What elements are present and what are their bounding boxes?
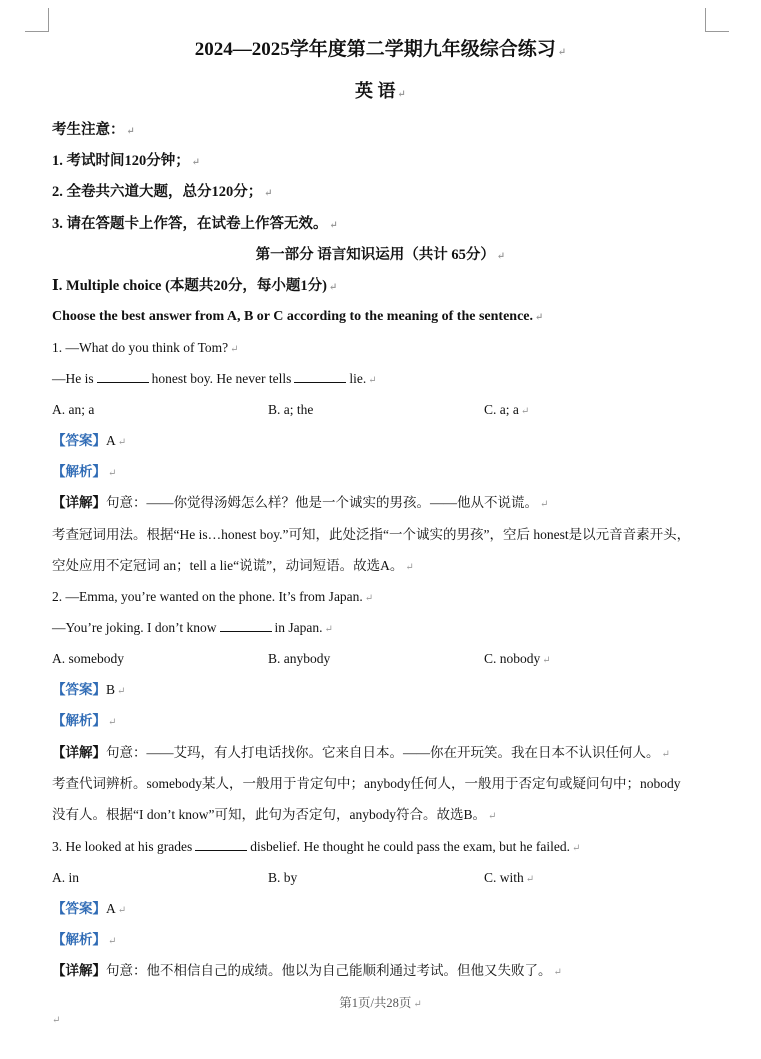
question-1-detail-line: 考查冠词用法。根据“He is…honest boy.”可知，此处泛指“一个诚实的男孩”，空后 honest是以元音音素开头， <box>52 527 691 542</box>
paragraph-mark: ↵ <box>52 1015 61 1026</box>
answer-blank <box>220 619 272 632</box>
crop-mark-top-left <box>48 8 49 32</box>
section-heading: Ⅰ. Multiple choice (本题共20分，每小题1分) ↵ <box>52 278 338 294</box>
answer-blank <box>97 370 149 383</box>
notice-heading: 考生注意： ↵ <box>52 122 135 138</box>
question-2-answer: 【答案】B ↵ <box>52 682 126 697</box>
question-1-detail-line: 空处应用不定冠词 an；tell a lie“说谎”，动词短语。故选A。 ↵ <box>52 558 414 573</box>
question-3-option-b: B. by <box>268 870 298 885</box>
question-2-option-c: C. nobody ↵ <box>484 651 551 666</box>
notice-item: 3. 请在答题卡上作答，在试卷上作答无效。 ↵ <box>52 216 338 232</box>
question-1-option-a: A. an; a <box>52 402 95 417</box>
question-3-analysis: 【解析】 ↵ <box>52 932 117 947</box>
question-1-option-c: C. a; a ↵ <box>484 402 530 417</box>
question-1-option-b: B. a; the <box>268 402 314 417</box>
question-3-line-1: 3. He looked at his grades disbelief. He thought he could pass the exam, but he failed. ↵ <box>52 839 581 854</box>
question-3-option-a: A. in <box>52 870 79 885</box>
question-1-detail: 【详解】句意：——你觉得汤姆怎么样？他是一个诚实的男孩。——他从不说谎。 ↵ <box>52 495 549 510</box>
crop-mark-top-right-h <box>705 31 729 32</box>
notice-item: 1. 考试时间120分钟； ↵ <box>52 153 201 169</box>
answer-blank <box>195 838 247 851</box>
crop-mark-top-left-h <box>25 31 49 32</box>
question-3-detail: 【详解】句意：他不相信自己的成绩。他以为自己能顺利通过考试。但他又失败了。 ↵ <box>52 963 562 978</box>
question-2-detail-line: 没有人。根据“I don’t know”可知，此句为否定句，anybody符合。故选B。 ↵ <box>52 807 497 822</box>
question-2-line-1: 2. —Emma, you’re wanted on the phone. It’s from Japan. ↵ <box>52 589 374 604</box>
question-3-answer: 【答案】A ↵ <box>52 901 127 916</box>
crop-mark-top-right <box>705 8 706 32</box>
question-2-option-b: B. anybody <box>268 651 331 666</box>
question-2-analysis: 【解析】 ↵ <box>52 713 117 728</box>
question-2-option-a: A. somebody <box>52 651 124 666</box>
question-1-line-1: 1. —What do you think of Tom? ↵ <box>52 340 239 355</box>
question-3-option-c: C. with ↵ <box>484 870 535 885</box>
subject-title: 英 语 ↵ <box>355 81 406 101</box>
notice-item: 2. 全卷共六道大题，总分120分； ↵ <box>52 184 273 200</box>
answer-blank <box>294 370 346 383</box>
document-title: 2024—2025学年度第二学期九年级综合练习 ↵ <box>194 39 567 60</box>
question-1-line-2: —He is honest boy. He never tells lie. ↵ <box>52 371 377 386</box>
part-heading: 第一部分 语言知识运用（共计 65分） ↵ <box>255 247 506 263</box>
question-2-detail: 【详解】句意：——艾玛，有人打电话找你。它来自日本。——你在开玩笑。我在日本不认识任何人。 ↵ <box>52 745 670 760</box>
section-instruction: Choose the best answer from A, B or C according to the meaning of the sentence. ↵ <box>52 309 544 324</box>
page-number: 第1页/共28页 ↵ <box>339 996 422 1010</box>
question-1-answer: 【答案】A ↵ <box>52 433 127 448</box>
question-2-line-2: —You’re joking. I don’t know in Japan. ↵ <box>52 620 333 635</box>
question-2-detail-line: 考查代词辨析。somebody某人，一般用于肯定句中；anybody任何人，一般用于否定句或疑问句中；nobody <box>52 776 681 791</box>
question-1-analysis: 【解析】 ↵ <box>52 464 117 479</box>
